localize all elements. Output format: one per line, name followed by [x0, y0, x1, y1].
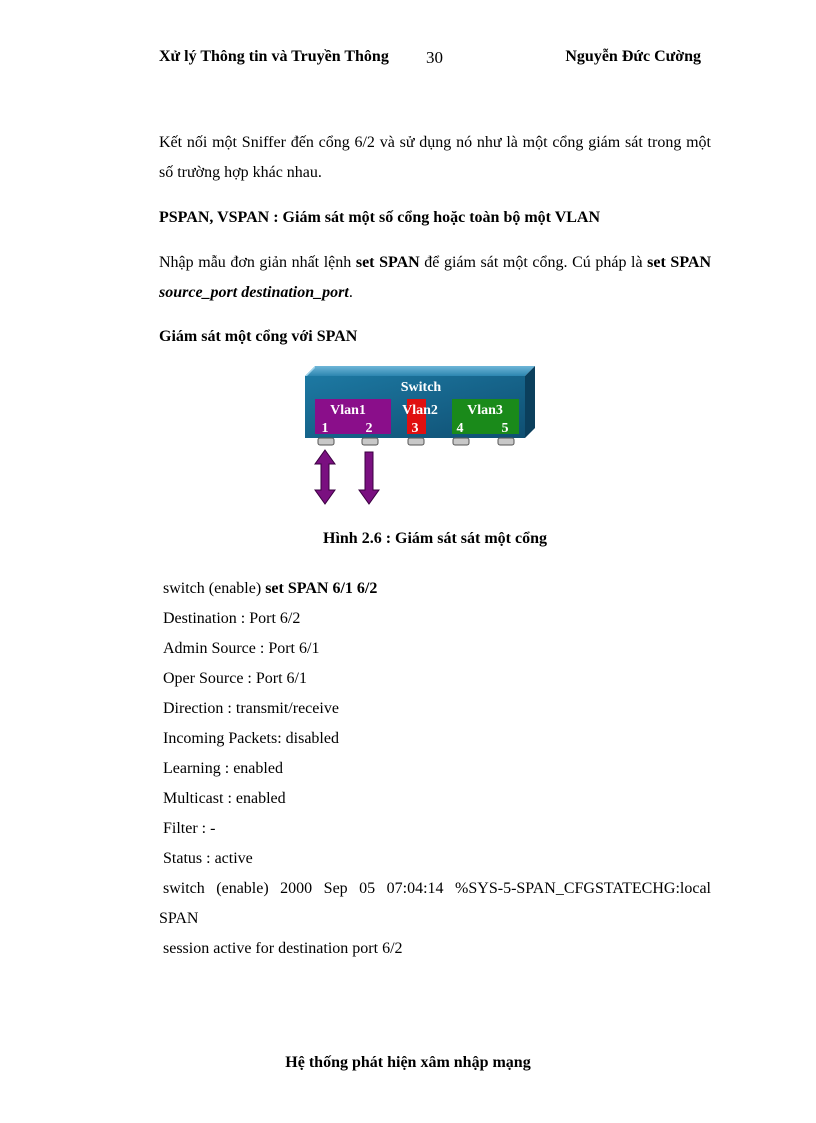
- port-4-connector: [453, 438, 469, 445]
- syntax-command-2: set SPAN: [647, 254, 712, 271]
- syntax-mid: để giám sát một cổng. Cú pháp là: [419, 254, 648, 271]
- command-text: set SPAN 6/1 6/2: [265, 580, 378, 597]
- output-line: Direction : transmit/receive: [163, 700, 339, 717]
- vlan2-label: Vlan2: [402, 403, 438, 418]
- output-line: Oper Source : Port 6/1: [163, 670, 307, 687]
- switch-side: [525, 366, 535, 438]
- output-line: Filter : -: [163, 820, 216, 837]
- subheading: Giám sát một cổng với SPAN: [159, 328, 358, 345]
- syntax-command: set SPAN: [355, 254, 420, 271]
- log-line-tail: session active for destination port 6/2: [163, 940, 403, 957]
- output-line: Multicast : enabled: [163, 790, 286, 807]
- intro-paragraph: Kết nối một Sniffer đến cổng 6/2 và sử dụng nó như là một cổng giám sát trong một số trường hợp khác nhau.: [159, 134, 711, 181]
- syntax-paragraph: [159, 248, 711, 308]
- syntax-end: .: [348, 284, 353, 301]
- log-line: switch (enable) 2000 Sep 05 07:04:14 %SYS-5-SPAN_CFGSTATECHG:local: [163, 880, 711, 897]
- syntax-args: source_port destination_port: [159, 284, 349, 301]
- figure-caption: Hình 2.6 : Giám sát sát một cổng: [323, 530, 547, 547]
- page-number: 30: [426, 48, 443, 67]
- console-output: [159, 574, 711, 964]
- port-5-label: 5: [501, 421, 509, 436]
- switch-diagram-svg: [305, 366, 565, 506]
- header-left: Xử lý Thông tin và Truyền Thông: [159, 48, 389, 65]
- port-3-connector: [408, 438, 424, 445]
- vlan1-label: Vlan1: [330, 403, 366, 418]
- command-line: [159, 574, 711, 604]
- section-heading: PSPAN, VSPAN : Giám sát một số cổng hoặc toàn bộ một VLAN: [159, 209, 601, 226]
- page-footer: Hệ thống phát hiện xâm nhập mạng: [285, 1054, 531, 1071]
- port-3-label: 3: [411, 421, 419, 436]
- port-1-label: 1: [321, 421, 329, 436]
- syntax-pre: Nhập mẫu đơn giản nhất lệnh: [159, 254, 356, 271]
- output-line: Learning : enabled: [163, 760, 283, 777]
- output-line: Destination : Port 6/2: [163, 610, 301, 627]
- vlan3-label: Vlan3: [467, 403, 503, 418]
- switch-top: [305, 366, 535, 376]
- output-line: Status : active: [163, 850, 253, 867]
- bidirectional-arrow: [315, 450, 335, 504]
- port-2-label: 2: [365, 421, 373, 436]
- port-1-connector: [318, 438, 334, 445]
- port-5-connector: [498, 438, 514, 445]
- page-content: [159, 128, 711, 964]
- header-right: Nguyễn Đức Cường: [565, 48, 701, 65]
- switch-label: Switch: [400, 380, 442, 395]
- port-4-label: 4: [456, 421, 464, 436]
- log-line-wrap: SPAN: [159, 910, 199, 927]
- output-line: Admin Source : Port 6/1: [163, 640, 320, 657]
- port-2-connector: [362, 438, 378, 445]
- output-line: Incoming Packets: disabled: [163, 730, 339, 747]
- command-prefix: switch (enable): [163, 580, 266, 597]
- down-arrow: [359, 452, 379, 504]
- span-diagram: [305, 366, 565, 506]
